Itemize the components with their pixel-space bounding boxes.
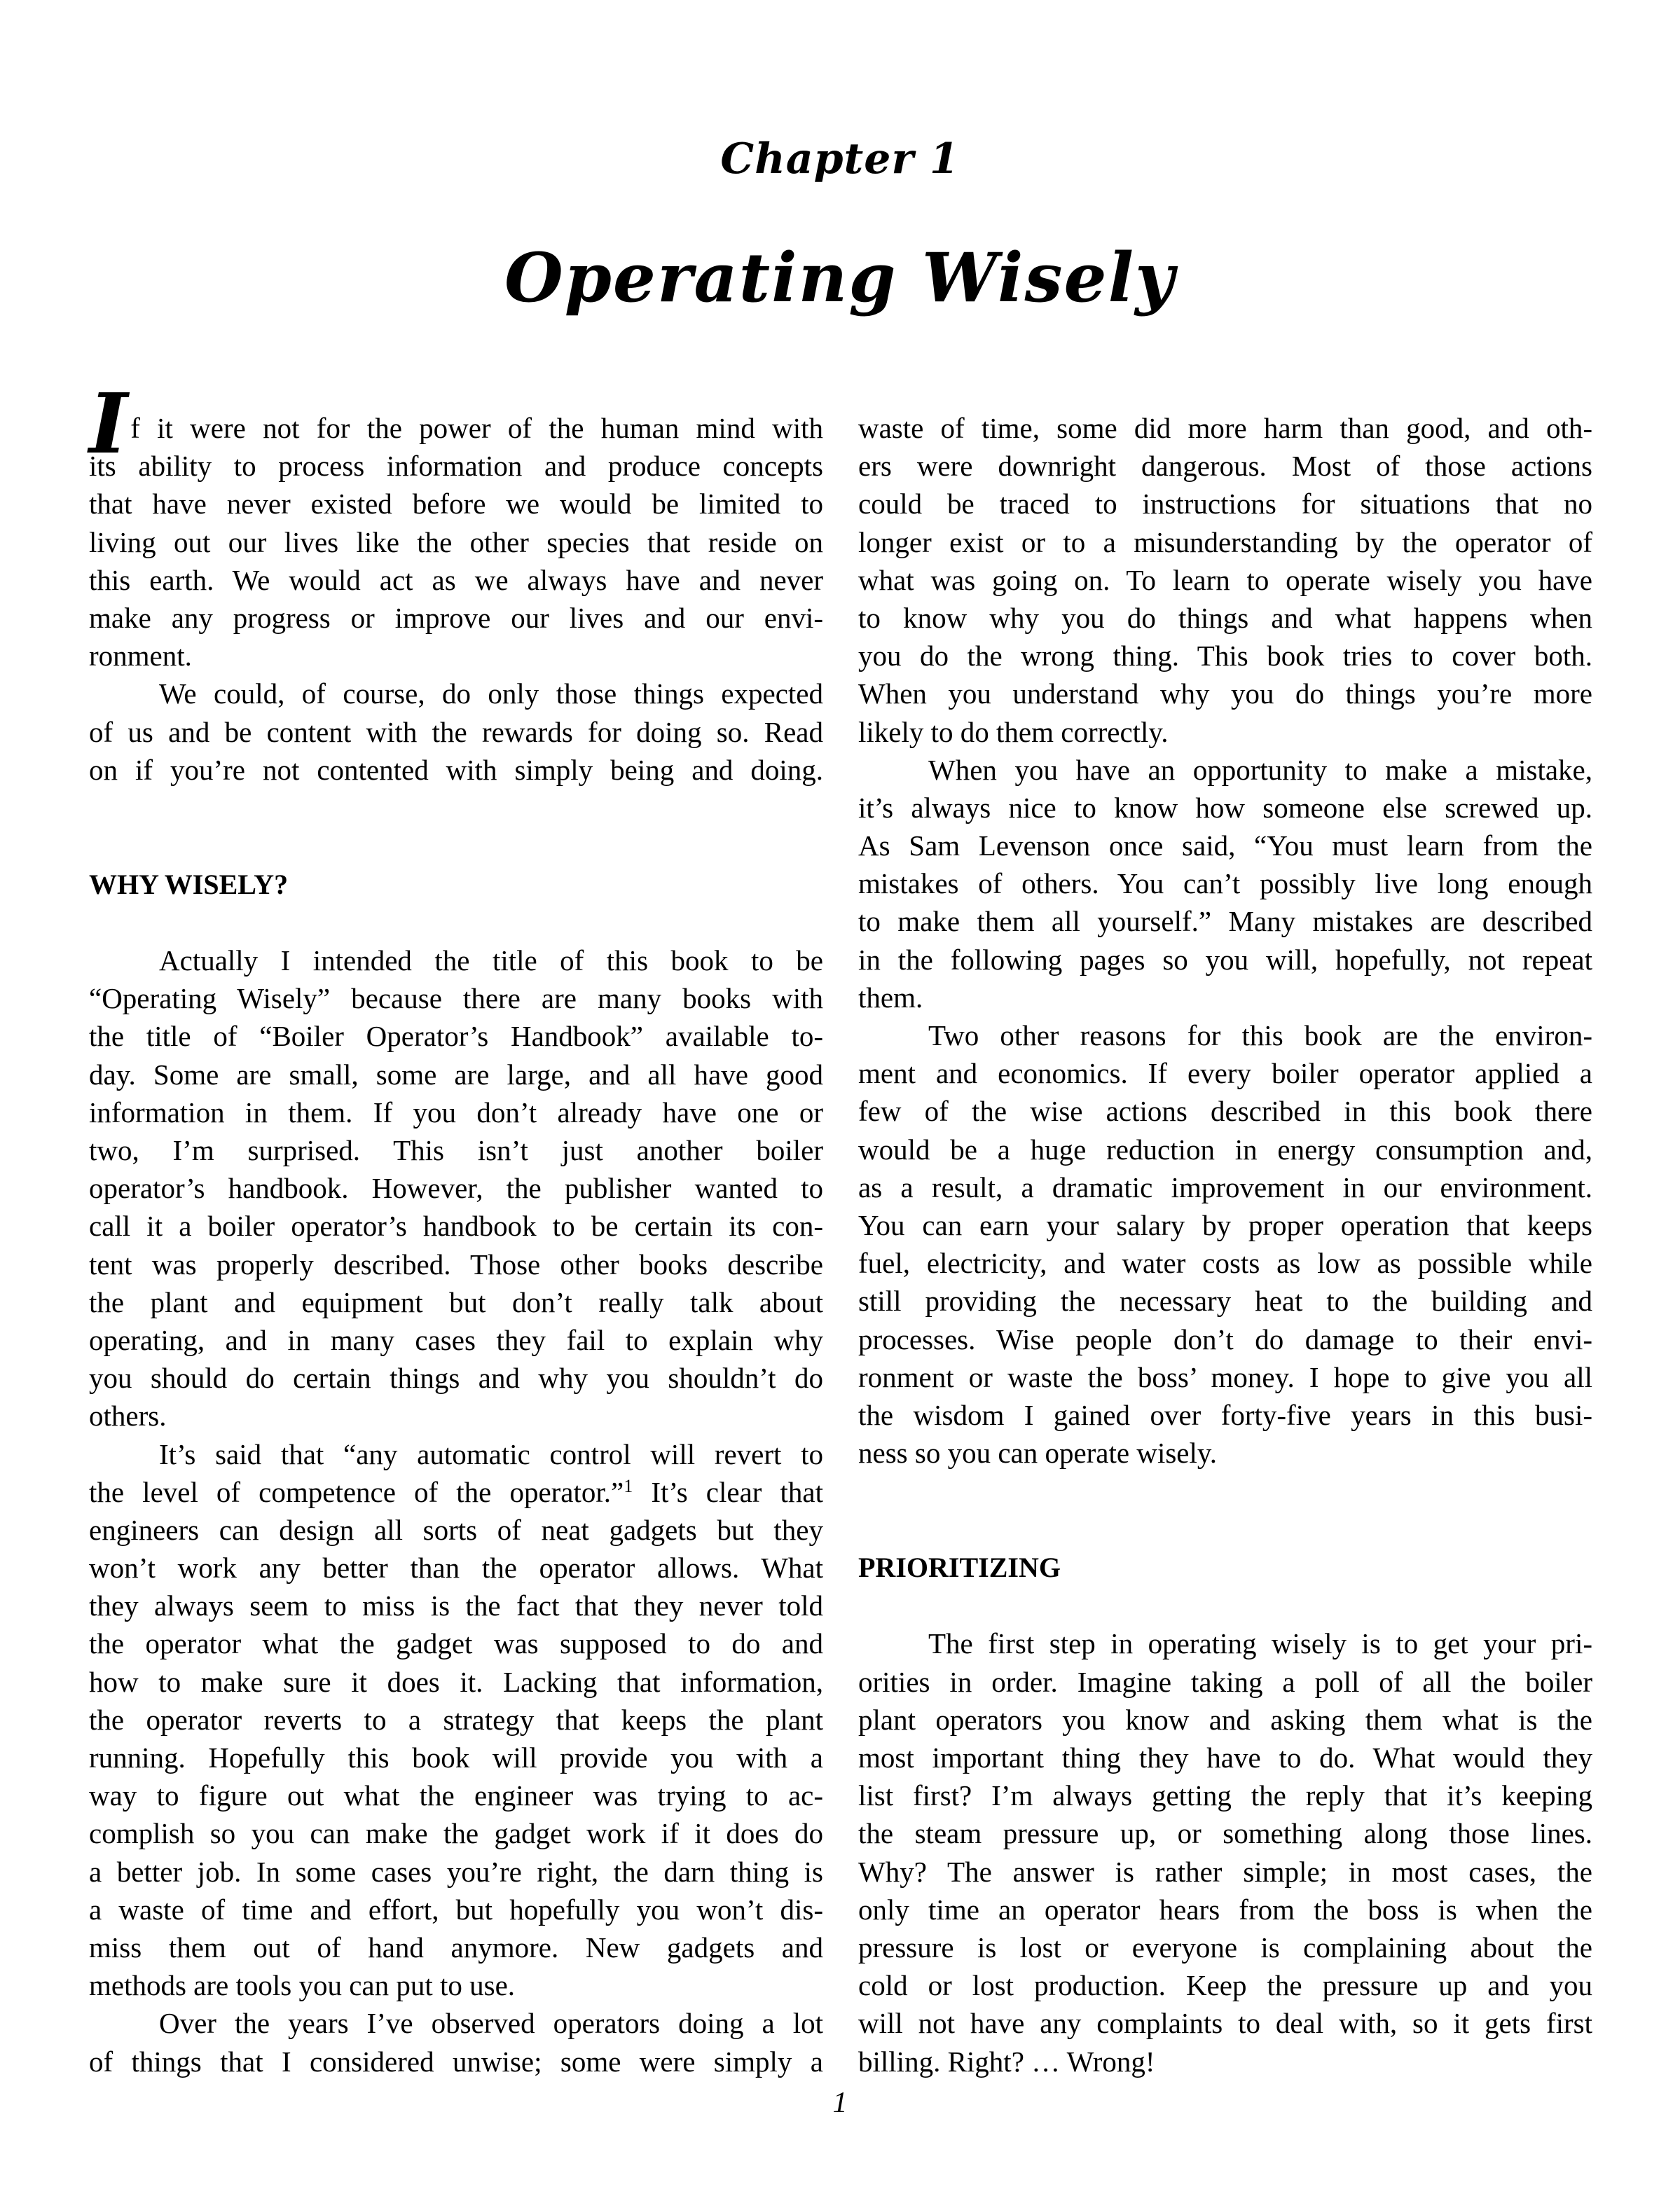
text-line: likely to do them correctly. — [858, 715, 1169, 748]
text-line: The first step in operating wisely is to get your pri- — [928, 1627, 1592, 1660]
text-line: the steam pressure up, or something along those lines. — [858, 1817, 1592, 1850]
text-line: the title of “Boiler Operator’s Handbook” available to- — [89, 1020, 823, 1053]
text-line: Over the years I’ve observed operators doing a lot — [159, 2007, 823, 2040]
text-line: operating, and in many cases they fail to explain why — [89, 1323, 823, 1356]
text-line: “Operating Wisely” because there are many books with — [89, 982, 823, 1015]
text-line: plant operators you know and asking them what is the — [858, 1703, 1592, 1736]
text-line: cold or lost production. Keep the pressure up and you — [858, 1969, 1592, 2002]
text-line: You can earn your salary by proper operation that keeps — [858, 1208, 1592, 1241]
intro-paragraph — [89, 375, 823, 675]
footnote-reference[interactable]: 1 — [624, 1475, 633, 1496]
text-line: it’s always nice to know how someone else screwed up. — [858, 791, 1592, 824]
text-line: its ability to process information and produce concepts — [89, 450, 823, 483]
paragraph — [89, 2004, 823, 2080]
text-line: pressure is lost or everyone is complaining about the — [858, 1931, 1592, 1964]
text-line: of us and be content with the rewards for doing so. Read — [89, 715, 823, 748]
chapter-label: Chapter 1 — [720, 134, 960, 184]
text-line: would be a huge reduction in energy consumption and, — [858, 1133, 1592, 1166]
text-line: ment and economics. If every boiler operator applied a — [858, 1057, 1592, 1090]
text-fragment: the level of competence of the operator.” — [89, 1475, 624, 1508]
text-line: them. — [858, 981, 923, 1014]
paragraph — [858, 751, 1592, 1016]
text-line: longer exist or to a misunderstanding by the operator of — [858, 525, 1592, 558]
right-column — [858, 409, 1592, 2081]
text-line: miss them out of hand anymore. New gadgets and — [89, 1931, 823, 1964]
text-line: ronment or waste the boss’ money. I hope to give you all — [858, 1360, 1592, 1393]
text-line: two, I’m surprised. This isn’t just another boiler — [89, 1134, 823, 1166]
text-line: a better job. In some cases you’re right, the darn thing is — [89, 1855, 823, 1888]
text-line: ers were downright dangerous. Most of those actions — [858, 450, 1592, 483]
text-line: We could, of course, do only those things expected — [159, 677, 823, 710]
text-line: could be traced to instructions for situations that no — [858, 488, 1592, 520]
section-heading-prioritizing: PRIORITIZING — [858, 1552, 1061, 1584]
text-line: complish so you can make the gadget work if it does do — [89, 1817, 823, 1850]
text-line: Why? The answer is rather simple; in most cases, the — [858, 1855, 1592, 1888]
text-line: engineers can design all sorts of neat gadgets but they — [89, 1513, 823, 1546]
text-line: in the following pages so you will, hopefully, not repeat — [858, 943, 1592, 976]
paragraph — [858, 409, 1592, 751]
text-line: billing. Right? … Wrong! — [858, 2045, 1155, 2078]
text-line: as a result, a dramatic improvement in our environment. — [858, 1171, 1592, 1203]
text-line: make any progress or improve our lives and our envi- — [89, 601, 823, 634]
text-line: a waste of time and effort, but hopefully you won’t dis- — [89, 1893, 823, 1926]
text-line: list first? I’m always getting the reply that it’s keeping — [858, 1779, 1592, 1812]
text-line: you do the wrong thing. This book tries to cover both. — [858, 640, 1592, 672]
text-line: tent was properly described. Those other books describe — [89, 1248, 823, 1281]
text-line: to know why you do things and what happens when — [858, 601, 1592, 634]
text-line: When you have an opportunity to make a mistake, — [928, 753, 1592, 786]
paragraph — [89, 941, 823, 1435]
paragraph — [858, 1016, 1592, 1472]
text-line: the operator what the gadget was supposed to do and — [89, 1627, 823, 1660]
text-line: what was going on. To learn to operate wisely you have — [858, 563, 1592, 596]
text-line: they always seem to miss is the fact that they never told — [89, 1589, 823, 1622]
text-line — [89, 1473, 823, 1511]
text-line: information in them. If you don’t already have one or — [89, 1096, 823, 1129]
text-line: the operator reverts to a strategy that keeps the plant — [89, 1703, 823, 1736]
text-line: only time an operator hears from the boss is when the — [858, 1893, 1592, 1926]
section-heading-why-wisely: WHY WISELY? — [89, 868, 289, 900]
text-line: you should do certain things and why you shouldn’t do — [89, 1362, 823, 1395]
paragraph — [89, 1435, 823, 2005]
text-line: won’t work any better than the operator allows. What — [89, 1552, 823, 1585]
text-line: how to make sure it does it. Lacking that information, — [89, 1665, 823, 1698]
text-line: When you understand why you do things you’re more — [858, 677, 1592, 710]
text-line: that have never existed before we would be limited to — [89, 488, 823, 520]
text-line: others. — [89, 1400, 167, 1433]
text-line: on if you’re not contented with simply being and doing. — [89, 753, 823, 786]
text-line: of things that I considered unwise; some were simply a — [89, 2045, 823, 2078]
text-line: ness so you can operate wisely. — [858, 1437, 1217, 1470]
text-line: living out our lives like the other species that reside on — [89, 525, 823, 558]
text-line: running. Hopefully this book will provide you with a — [89, 1741, 823, 1774]
text-line: Two other reasons for this book are the environ- — [928, 1019, 1592, 1051]
text-line: most important thing they have to do. What would they — [858, 1741, 1592, 1774]
text-line: day. Some are small, some are large, and all have good — [89, 1058, 823, 1091]
text-fragment: It’s clear that — [633, 1475, 823, 1508]
chapter-title: Operating Wisely — [504, 238, 1176, 317]
text-line: ronment. — [89, 640, 192, 672]
text-line: It’s said that “any automatic control will revert to — [159, 1437, 823, 1470]
text-line: operator’s handbook. However, the publisher wanted to — [89, 1172, 823, 1205]
left-column — [89, 375, 823, 2081]
text-line: will not have any complaints to deal with, so it gets first — [858, 2007, 1592, 2040]
paragraph — [858, 1624, 1592, 2080]
text-line: call it a boiler operator’s handbook to be certain its con- — [89, 1210, 823, 1243]
text-line: the wisdom I gained over forty-five years in this busi- — [858, 1398, 1592, 1431]
text-line: mistakes of others. You can’t possibly live long enough — [858, 867, 1592, 900]
text-line: Actually I intended the title of this book to be — [159, 944, 823, 977]
page-number: 1 — [832, 2087, 848, 2119]
text-line: way to figure out what the engineer was trying to ac- — [89, 1779, 823, 1812]
drop-cap: I — [89, 375, 128, 472]
text-line: methods are tools you can put to use. — [89, 1969, 516, 2002]
text-line: processes. Wise people don’t do damage to their envi- — [858, 1323, 1592, 1355]
paragraph — [89, 675, 823, 789]
text-line: orities in order. Imagine taking a poll of all the boiler — [858, 1665, 1592, 1698]
text-line: As Sam Levenson once said, “You must learn from the — [858, 829, 1592, 862]
text-line: waste of time, some did more harm than good, and oth- — [858, 412, 1592, 444]
text-line: this earth. We would act as we always have and never — [89, 563, 823, 596]
text-line: to make them all yourself.” Many mistakes are described — [858, 905, 1592, 938]
text-line: f it were not for the power of the human mind with — [130, 412, 823, 444]
text-line: still providing the necessary heat to the building and — [858, 1285, 1592, 1318]
text-line: fuel, electricity, and water costs as low as possible while — [858, 1247, 1592, 1280]
text-line: the plant and equipment but don’t really talk about — [89, 1285, 823, 1318]
text-line: few of the wise actions described in this book there — [858, 1095, 1592, 1128]
